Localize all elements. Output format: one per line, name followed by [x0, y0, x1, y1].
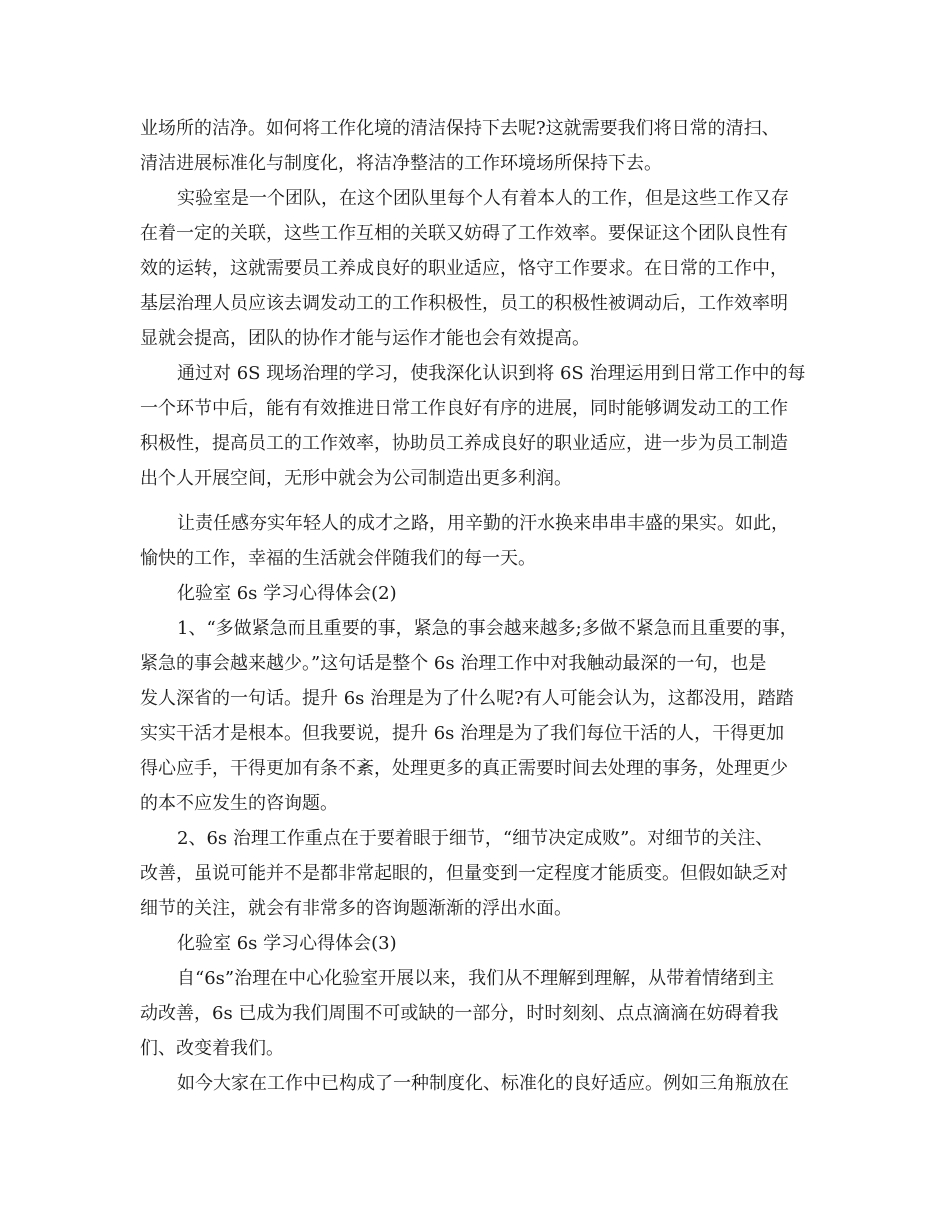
text-line: [0, 429, 950, 459]
line-text: 积极性，提高员工的工作效率，协助员工养成良好的职业适应，进一步为员工制造: [140, 433, 788, 454]
line-text: 细节的关注，就会有非常多的咨询题渐渐的浮出水面。: [140, 898, 572, 919]
line-text: 出个人开展空间，无形中就会为公司制造出更多利润。: [140, 468, 572, 489]
line-text: 一个环节中后，能有有效推进日常工作良好有序的进展，同时能够调发动工的工作: [140, 398, 788, 419]
text-line: [0, 964, 950, 994]
line-text: 发人深省的一句话。提升 6s 治理是为了什么呢?有人可能会认为，这都没用，踏踏: [140, 688, 794, 709]
paragraph-first-line: 1、“多做紧急而且重要的事，紧急的事会越来越多;多做不紧急而且重要的事，: [177, 618, 798, 639]
line-text: 愉快的工作，幸福的生活就会伴随我们的每一天。: [140, 548, 536, 569]
text-line: [0, 894, 950, 924]
text-line: [0, 149, 950, 179]
text-line: [0, 1034, 950, 1064]
text-line: [0, 649, 950, 679]
line-text: 在着一定的关联，这些工作互相的关联又妨碍了工作效率。要保证这个团队良性有: [140, 223, 788, 244]
section-heading: 化验室 6s 学习心得体会(3): [177, 933, 397, 954]
text-line: [0, 254, 950, 284]
text-line: [0, 394, 950, 424]
text-line: [0, 929, 950, 959]
text-line: [0, 544, 950, 574]
paragraph-first-line: 让责任感夯实年轻人的成才之路，用辛勤的汗水换来串串丰盛的果实。如此，: [177, 513, 789, 534]
section-heading: 化验室 6s 学习心得体会(2): [177, 583, 397, 604]
text-line: [0, 859, 950, 889]
text-line: [0, 824, 950, 854]
line-text: 实实干活才是根本。但我要说，提升 6s 治理是为了我们每位干活的人，干得更加: [140, 723, 785, 744]
line-text: 动改善，6s 已成为我们周围不可或缺的一部分，时时刻刻、点点滴滴在妨碍着我: [140, 1003, 779, 1024]
paragraph-first-line: 通过对 6S 现场治理的学习，使我深化认识到将 6S 治理运用到日常工作中的每: [177, 363, 806, 384]
text-line: [0, 289, 950, 319]
line-text: 得心应手，干得更加有条不紊，处理更多的真正需要时间去处理的事务，处理更少: [140, 758, 788, 779]
line-text: 显就会提高，团队的协作才能与运作才能也会有效提高。: [140, 328, 590, 349]
text-line: [0, 999, 950, 1029]
line-text: 的本不应发生的咨询题。: [140, 793, 338, 814]
text-line: [0, 719, 950, 749]
line-text: 业场所的洁净。如何将工作化境的清洁保持下去呢?这就需要我们将日常的清扫、: [140, 118, 780, 139]
text-line: [0, 789, 950, 819]
text-line: [0, 579, 950, 609]
paragraph-first-line: 2、6s 治理工作重点在于要着眼于细节，“细节决定成败”。对细节的关注、: [177, 828, 774, 849]
text-line: [0, 684, 950, 714]
text-line: [0, 464, 950, 494]
line-text: 基层治理人员应该去调发动工的工作积极性，员工的积极性被调动后，工作效率明: [140, 293, 788, 314]
line-text: 们、改变着我们。: [140, 1038, 284, 1059]
text-line: [0, 1069, 950, 1099]
text-line: [0, 114, 950, 144]
text-line: [0, 754, 950, 784]
line-text: 效的运转，这就需要员工养成良好的职业适应，恪守工作要求。在日常的工作中，: [140, 258, 788, 279]
text-line: [0, 509, 950, 539]
line-text: 清洁进展标准化与制度化，将洁净整洁的工作环境场所保持下去。: [140, 153, 662, 174]
paragraph-first-line: 实验室是一个团队，在这个团队里每个人有着本人的工作，但是这些工作又存: [177, 188, 789, 209]
text-line: [0, 614, 950, 644]
paragraph-first-line: 如今大家在工作中已构成了一种制度化、标准化的良好适应。例如三角瓶放在: [177, 1073, 789, 1094]
text-line: [0, 184, 950, 214]
text-line: [0, 359, 950, 389]
line-text: 改善，虽说可能并不是都非常起眼的，但量变到一定程度才能质变。但假如缺乏对: [140, 863, 788, 884]
text-line: [0, 324, 950, 354]
line-text: 紧急的事会越来越少。”这句话是整个 6s 治理工作中对我触动最深的一句，也是: [140, 653, 767, 674]
paragraph-first-line: 自“6s”治理在中心化验室开展以来，我们从不理解到理解，从带着情绪到主: [177, 968, 775, 989]
text-line: [0, 219, 950, 249]
